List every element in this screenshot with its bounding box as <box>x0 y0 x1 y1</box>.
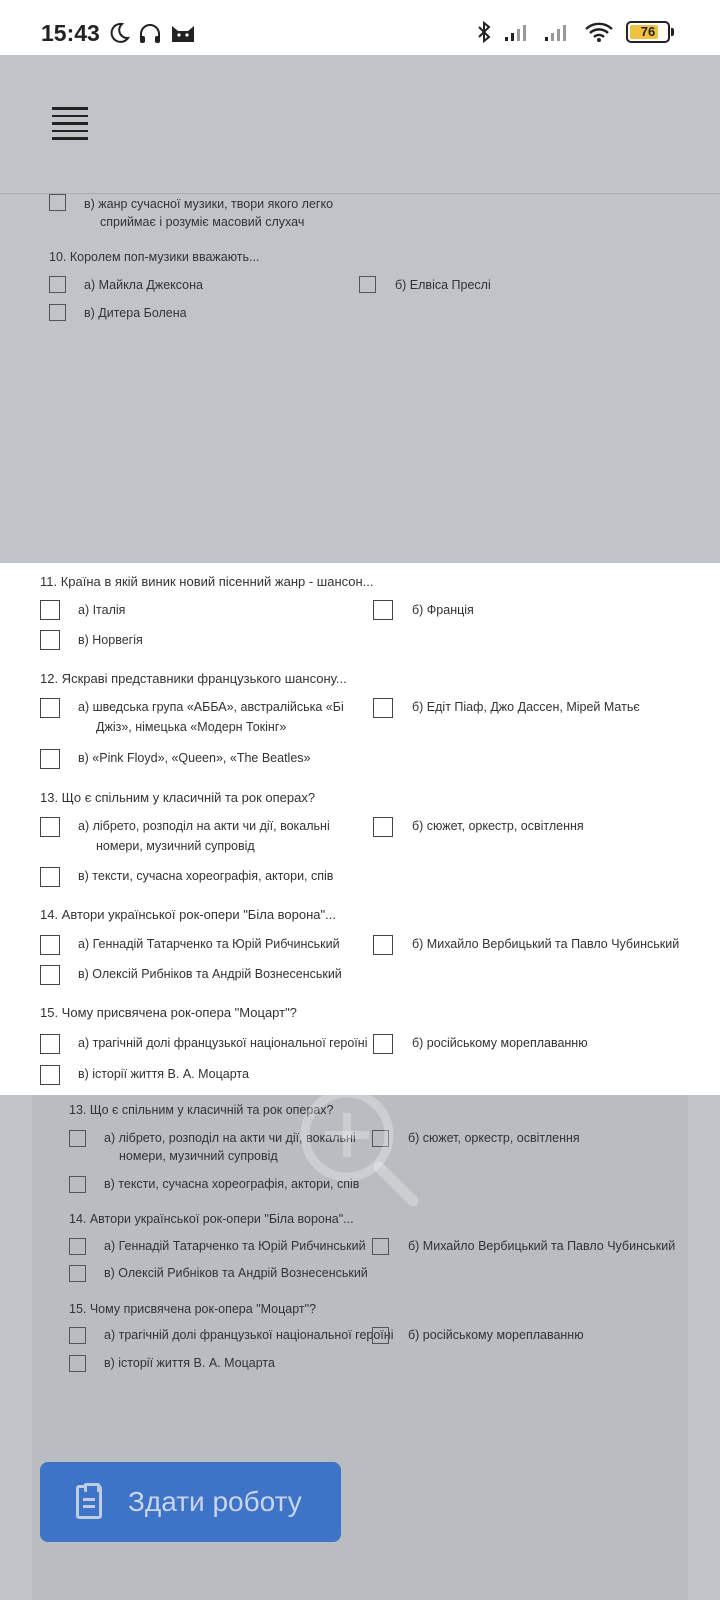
question-15-bg: 15. Чому присвячена рок-опера "Моцарт"? <box>69 1302 317 1316</box>
moon-icon <box>108 22 130 44</box>
checkbox[interactable] <box>49 304 66 321</box>
option-text: в) тексти, сучасна хореографія, актори, спів <box>78 869 334 883</box>
signal-icon-2 <box>544 22 572 42</box>
checkbox[interactable] <box>69 1176 86 1193</box>
option-text: б) Едіт Піаф, Джо Дассен, Мірей Матьє <box>412 700 640 714</box>
checkbox[interactable] <box>372 1327 389 1344</box>
option-text: а) шведська група «АББА», австралійська «Бі <box>78 700 344 714</box>
question-12: 12. Яскраві представники французького шансону... <box>40 671 347 686</box>
clipboard-icon <box>76 1485 102 1519</box>
checkbox[interactable] <box>373 698 393 718</box>
question-10: 10. Королем поп-музики вважають... <box>49 250 260 264</box>
zoomed-question-panel <box>0 563 720 1095</box>
checkbox[interactable] <box>373 817 393 837</box>
option-text: б) сюжет, оркестр, освітлення <box>412 819 584 833</box>
option-text: в) тексти, сучасна хореографія, актори, спів <box>104 1177 360 1191</box>
status-bar <box>0 0 720 55</box>
option-text: в) «Pink Floyd», «Queen», «The Beatles» <box>78 751 311 765</box>
option-text: а) Геннадій Татарченко та Юрій Рибчинський <box>78 937 340 951</box>
question-14-bg: 14. Автори української рок-опери "Біла ворона"... <box>69 1212 354 1226</box>
checkbox[interactable] <box>40 1065 60 1085</box>
checkbox[interactable] <box>40 698 60 718</box>
checkbox[interactable] <box>40 935 60 955</box>
option-text: в) історії життя В. А. Моцарта <box>78 1067 249 1081</box>
checkbox[interactable] <box>40 817 60 837</box>
option-text: б) російському мореплаванню <box>412 1036 588 1050</box>
option-text: а) лібрето, розподіл на акти чи дії, вокальні <box>78 819 330 833</box>
option-text: а) трагічній долі французької національної героїні <box>78 1036 368 1050</box>
status-time: 15:43 <box>41 20 100 46</box>
checkbox[interactable] <box>49 276 66 293</box>
option-text: б) Франція <box>412 603 474 617</box>
question-13: 13. Що є спільним у класичній та рок операх? <box>40 790 316 805</box>
option-text: а) Майкла Джексона <box>84 278 203 292</box>
wifi-icon <box>584 21 614 43</box>
cat-app-icon <box>170 22 196 44</box>
checkbox[interactable] <box>40 630 60 650</box>
option-text: а) трагічній долі французької національної героїні <box>104 1328 394 1342</box>
checkbox[interactable] <box>69 1265 86 1282</box>
option-text: б) сюжет, оркестр, освітлення <box>408 1131 580 1145</box>
option-text: в) Дитера Болена <box>84 306 187 320</box>
submit-label: Здати роботу <box>128 1486 302 1517</box>
checkbox[interactable] <box>40 749 60 769</box>
question-11: 11. Країна в якій виник новий пісенний жанр - шансон... <box>40 574 374 589</box>
option-text: б) Елвіса Преслі <box>395 278 491 292</box>
checkbox[interactable] <box>373 935 393 955</box>
option-text: б) російському мореплаванню <box>408 1328 584 1342</box>
checkbox[interactable] <box>69 1130 86 1147</box>
option-text: в) Олексій Рибніков та Андрій Вознесенський <box>104 1266 368 1280</box>
option-text: в) жанр сучасної музики, твори якого легко <box>84 197 334 211</box>
option-text: номери, музичний супровід <box>96 839 255 853</box>
question-15: 15. Чому присвячена рок-опера "Моцарт"? <box>40 1005 297 1020</box>
checkbox[interactable] <box>40 867 60 887</box>
battery-indicator: 76 <box>626 21 670 43</box>
checkbox[interactable] <box>40 1034 60 1054</box>
option-text: а) Італія <box>78 603 126 617</box>
bluetooth-icon <box>476 20 492 44</box>
zoom-in-icon[interactable] <box>295 1085 435 1215</box>
option-text: б) Михайло Вербицький та Павло Чубинський <box>408 1239 676 1253</box>
question-14: 14. Автори української рок-опери "Біла ворона"... <box>40 907 336 922</box>
checkbox[interactable] <box>373 600 393 620</box>
checkbox[interactable] <box>69 1355 86 1372</box>
headphones-icon <box>138 22 162 44</box>
checkbox[interactable] <box>40 600 60 620</box>
signal-icon-1 <box>504 22 532 42</box>
checkbox[interactable] <box>69 1238 86 1255</box>
option-text: а) Геннадій Татарченко та Юрій Рибчинський <box>104 1239 366 1253</box>
option-text: номери, музичний супровід <box>119 1149 278 1163</box>
submit-work-button[interactable] <box>40 1462 341 1542</box>
menu-icon[interactable] <box>52 107 88 145</box>
checkbox[interactable] <box>359 276 376 293</box>
option-text: Джіз», німецька «Модерн Токінг» <box>96 720 287 734</box>
option-text: в) історії життя В. А. Моцарта <box>104 1356 275 1370</box>
checkbox[interactable] <box>373 1034 393 1054</box>
option-text: сприймає і розуміє масовий слухач <box>100 215 305 229</box>
question-13-bg: 13. Що є спільним у класичній та рок операх? <box>69 1103 334 1117</box>
option-text: в) Норвегія <box>78 633 143 647</box>
app-header <box>0 55 720 194</box>
option-text: б) Михайло Вербицький та Павло Чубинський <box>412 937 680 951</box>
option-text: а) лібрето, розподіл на акти чи дії, вокальні <box>104 1131 356 1145</box>
checkbox[interactable] <box>49 194 66 211</box>
checkbox[interactable] <box>69 1327 86 1344</box>
checkbox[interactable] <box>372 1238 389 1255</box>
option-text: в) Олексій Рибніков та Андрій Вознесенський <box>78 967 342 981</box>
checkbox[interactable] <box>40 965 60 985</box>
